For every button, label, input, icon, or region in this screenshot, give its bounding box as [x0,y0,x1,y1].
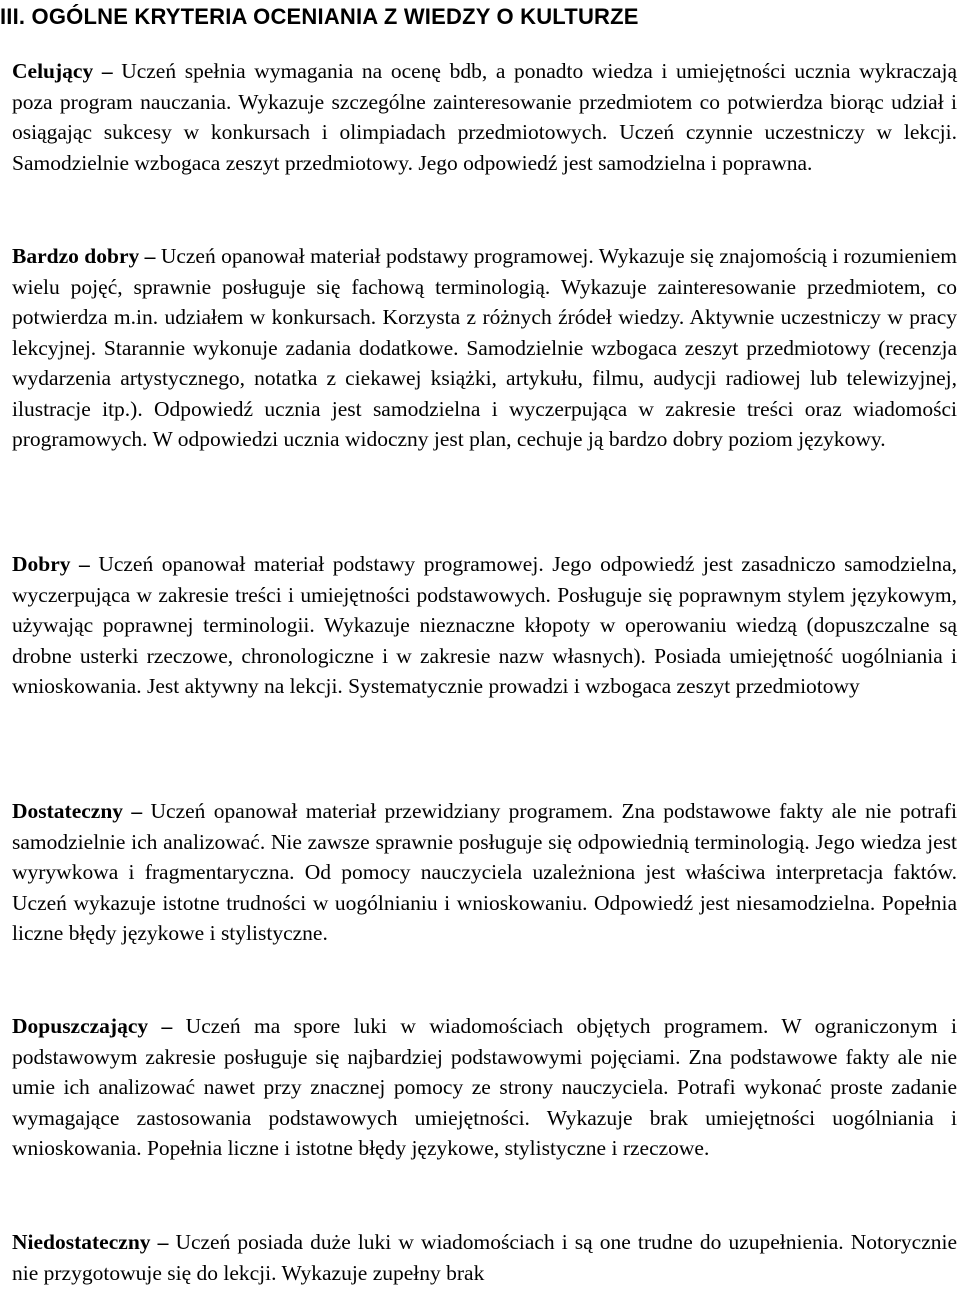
grade-dash: – [150,1230,176,1254]
grade-description: Uczeń opanował materiał przewidziany programem. Zna podstawowe fakty ale nie potrafi samodzielnie ich analizować. Nie zawsze sprawnie posługuje się odpowiednią terminologią. Jego wiedza jest wyrywkowa i fragmentaryczna. Od pomocy nauczyciela uzależniona jest właściwa interpretacja faktów. Uczeń wykazuje istotne trudności w uogólnianiu i wnioskowaniu. Odpowiedź jest niesamodzielna. Popełnia liczne błędy językowe i stylistyczne. [12,799,958,945]
grade-term: Celujący [12,59,94,83]
grade-term: Dopuszczający [12,1014,149,1038]
grade-description: Uczeń opanował materiał podstawy programowej. Jego odpowiedź jest zasadniczo samodzielna, wyczerpująca w zakresie treści i umiejętności podstawowych. Posługuje się poprawnym stylem językowym, używając poprawnej terminologii. Wykazuje nieznaczne kłopoty w operowaniu wiedzą (dopuszczalne są drobne usterki rzeczowe, chronologiczne i w zakresie nazw własnych). Posiada umiejętność uogólniania i wnioskowania. Jest aktywny na lekcji. Systematycznie prowadzi i wzbogaca zeszyt przedmiotowy [12,552,958,698]
grade-description: Uczeń posiada duże luki w wiadomościach i są one trudne do uzupełnienia. Notorycznie nie przygotowuje się do lekcji. Wykazuje zupełny brak [12,1230,958,1285]
grade-dopuszczajacy [12,1011,957,1164]
grade-term: Dostateczny [12,799,124,823]
grade-dash: – [139,244,161,268]
grade-dash: – [70,552,99,576]
grade-description: Uczeń opanował materiał podstawy programowej. Wykazuje się znajomością i rozumieniem wielu pojęć, sprawnie posługuje się fachową terminologią. Wykazuje zainteresowanie przedmiotem, co potwierdza m.in. udziałem w konkursach. Korzysta z różnych źródeł wiedzy. Aktywnie uczestniczy w pracy lekcyjnej. Starannie wykonuje zadania dodatkowe. Samodzielnie wzbogaca zeszyt przedmiotowy (recenzja wydarzenia artystycznego, notatka z ciekawej książki, artykułu, filmu, audycji radiowej lub telewizyjnej, ilustracje itp.). Odpowiedź ucznia jest samodzielna i wyczerpująca w zakresie treści oraz wiadomości programowych. W odpowiedzi ucznia widoczny jest plan, cechuje ją bardzo dobry poziom językowy. [12,244,958,451]
grade-dobry [12,549,957,702]
grade-term: Dobry [12,552,71,576]
grade-dash: – [148,1014,186,1038]
grade-bardzo-dobry [12,241,957,455]
grade-celujacy [12,56,957,178]
grade-term: Bardzo dobry [12,244,140,268]
grade-dash: – [93,59,122,83]
grade-dostateczny [12,796,957,949]
grade-description: Uczeń ma spore luki w wiadomościach objętych programem. W ograniczonym i podstawowym zakresie posługuje się najbardziej podstawowymi pojęciami. Zna podstawowe fakty ale nie umie ich analizować nawet przy znacznej pomocy ze strony nauczyciela. Potrafi wykonać proste zadanie wymagające zastosowania podstawowych umiejętności. Wykazuje brak umiejętności uogólniania i wnioskowania. Popełnia liczne i istotne błędy językowe, stylistyczne i rzeczowe. [12,1014,957,1160]
section-heading: III. OGÓLNE KRYTERIA OCENIANIA Z WIEDZY O KULTURZE [0,4,639,29]
grade-description: Uczeń spełnia wymagania na ocenę bdb, a ponadto wiedza i umiejętności ucznia wykraczają poza program nauczania. Wykazuje szczególne zainteresowanie przedmiotem co potwierdza biorąc udział i osiągając sukcesy w konkursach i olimpiadach przedmiotowych. Uczeń czynnie uczestniczy w lekcji. Samodzielnie wzbogaca zeszyt przedmiotowy. Jego odpowiedź jest samodzielna i poprawna. [12,59,958,175]
grade-term: Niedostateczny [12,1230,151,1254]
grade-niedostateczny [12,1227,957,1288]
grade-dash: – [123,799,151,823]
